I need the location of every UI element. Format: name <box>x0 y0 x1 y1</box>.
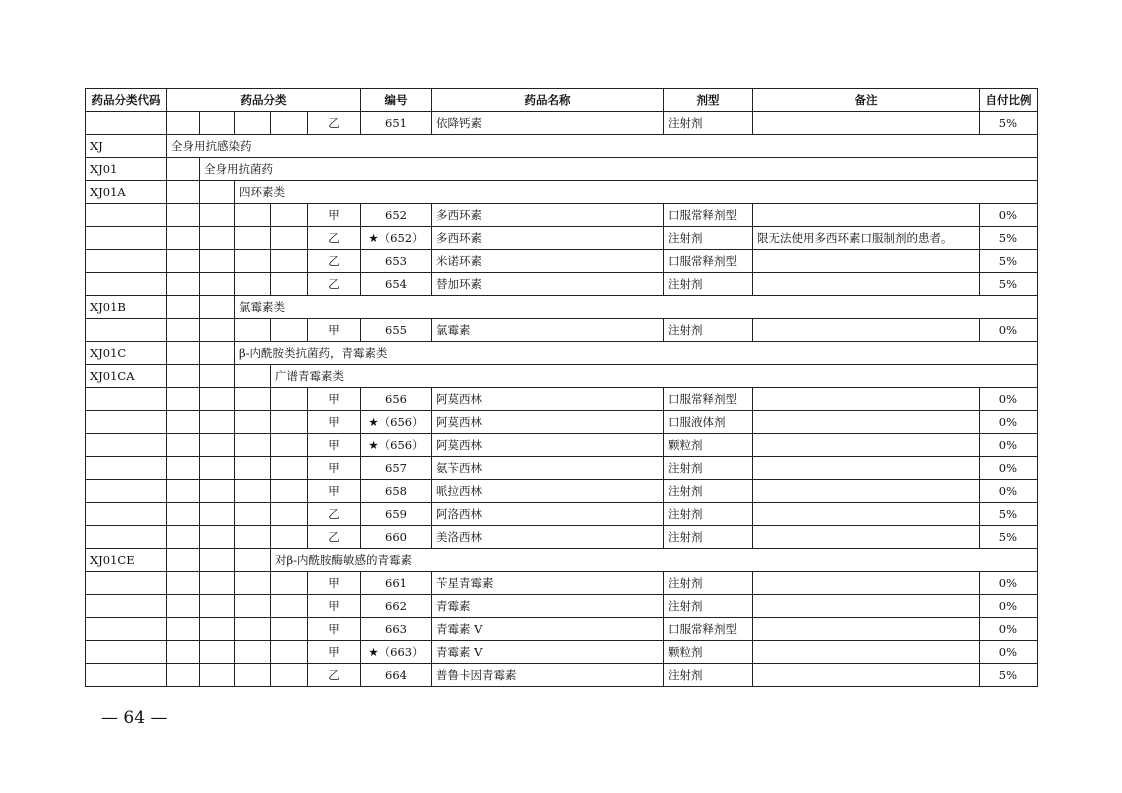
header-copay-ratio: 自付比例 <box>980 89 1038 112</box>
indent-cell <box>271 411 308 434</box>
indent-cell <box>235 204 271 227</box>
dosage-form-cell: 口服液体剂 <box>664 411 753 434</box>
drug-level-cell: 乙 <box>308 273 361 296</box>
drug-level-cell: 甲 <box>308 204 361 227</box>
category-code-cell <box>86 457 167 480</box>
indent-cell <box>167 227 200 250</box>
indent-cell <box>167 411 200 434</box>
dosage-form-cell: 注射剂 <box>664 572 753 595</box>
indent-cell <box>271 227 308 250</box>
copay-ratio-cell: 0% <box>980 572 1038 595</box>
remarks-cell <box>753 526 980 549</box>
dosage-form-cell: 颗粒剂 <box>664 434 753 457</box>
indent-cell <box>167 664 200 687</box>
indent-cell <box>167 365 200 388</box>
header-category-code: 药品分类代码 <box>86 89 167 112</box>
indent-cell <box>200 457 235 480</box>
indent-cell <box>271 457 308 480</box>
dosage-form-cell: 口服常释剂型 <box>664 250 753 273</box>
indent-cell <box>235 250 271 273</box>
category-code-cell <box>86 319 167 342</box>
copay-ratio-cell: 0% <box>980 641 1038 664</box>
category-label-cell: 氯霉素类 <box>235 296 1038 319</box>
drug-number-cell: ★（663） <box>361 641 432 664</box>
header-number: 编号 <box>361 89 432 112</box>
indent-cell <box>167 112 200 135</box>
indent-cell <box>235 480 271 503</box>
indent-cell <box>200 342 235 365</box>
remarks-cell <box>753 641 980 664</box>
category-code-cell <box>86 641 167 664</box>
category-code-cell: XJ <box>86 135 167 158</box>
category-code-cell: XJ01C <box>86 342 167 365</box>
drug-name-cell: 多西环素 <box>432 227 664 250</box>
drug-level-cell: 甲 <box>308 434 361 457</box>
indent-cell <box>271 112 308 135</box>
indent-cell <box>167 296 200 319</box>
indent-cell <box>200 641 235 664</box>
copay-ratio-cell: 0% <box>980 411 1038 434</box>
table-row <box>86 618 1038 641</box>
dosage-form-cell: 口服常释剂型 <box>664 388 753 411</box>
table-row <box>86 526 1038 549</box>
drug-name-cell: 阿莫西林 <box>432 411 664 434</box>
indent-cell <box>167 342 200 365</box>
copay-ratio-cell: 0% <box>980 319 1038 342</box>
drug-level-cell: 乙 <box>308 250 361 273</box>
drug-number-cell: ★（652） <box>361 227 432 250</box>
category-code-cell <box>86 112 167 135</box>
drug-level-cell: 乙 <box>308 526 361 549</box>
indent-cell <box>167 526 200 549</box>
drug-name-cell: 阿洛西林 <box>432 503 664 526</box>
indent-cell <box>235 227 271 250</box>
indent-cell <box>200 273 235 296</box>
copay-ratio-cell: 0% <box>980 480 1038 503</box>
remarks-cell <box>753 480 980 503</box>
indent-cell <box>200 388 235 411</box>
copay-ratio-cell: 0% <box>980 388 1038 411</box>
table-body <box>86 112 1038 687</box>
drug-name-cell: 青霉素 V <box>432 641 664 664</box>
category-row <box>86 549 1038 572</box>
indent-cell <box>167 503 200 526</box>
drug-name-cell: 苄星青霉素 <box>432 572 664 595</box>
remarks-cell <box>753 204 980 227</box>
indent-cell <box>200 434 235 457</box>
remarks-cell <box>753 434 980 457</box>
category-code-cell <box>86 480 167 503</box>
drug-level-cell: 乙 <box>308 112 361 135</box>
remarks-cell <box>753 664 980 687</box>
indent-cell <box>235 572 271 595</box>
remarks-cell: 限无法使用多西环素口服制剂的患者。 <box>753 227 980 250</box>
drug-number-cell: 654 <box>361 273 432 296</box>
indent-cell <box>271 664 308 687</box>
indent-cell <box>235 664 271 687</box>
category-code-cell <box>86 503 167 526</box>
header-dosage-form: 剂型 <box>664 89 753 112</box>
dosage-form-cell: 注射剂 <box>664 457 753 480</box>
category-row <box>86 365 1038 388</box>
page-number: — 64 — <box>101 708 168 728</box>
table-row <box>86 595 1038 618</box>
category-row <box>86 158 1038 181</box>
table-row <box>86 480 1038 503</box>
indent-cell <box>235 641 271 664</box>
drug-number-cell: 658 <box>361 480 432 503</box>
category-code-cell <box>86 595 167 618</box>
table-row <box>86 434 1038 457</box>
drug-name-cell: 青霉素 <box>432 595 664 618</box>
table-header-row <box>86 89 1038 112</box>
indent-cell <box>235 434 271 457</box>
remarks-cell <box>753 250 980 273</box>
copay-ratio-cell: 0% <box>980 204 1038 227</box>
category-label-cell: β-内酰胺类抗菌药，青霉素类 <box>235 342 1038 365</box>
table-row <box>86 457 1038 480</box>
category-code-cell <box>86 411 167 434</box>
drug-name-cell: 米诺环素 <box>432 250 664 273</box>
indent-cell <box>271 526 308 549</box>
category-code-cell: XJ01A <box>86 181 167 204</box>
indent-cell <box>200 480 235 503</box>
drug-number-cell: 664 <box>361 664 432 687</box>
copay-ratio-cell: 0% <box>980 595 1038 618</box>
remarks-cell <box>753 572 980 595</box>
drug-name-cell: 美洛西林 <box>432 526 664 549</box>
category-code-cell <box>86 388 167 411</box>
indent-cell <box>235 549 271 572</box>
drug-level-cell: 甲 <box>308 411 361 434</box>
indent-cell <box>271 273 308 296</box>
indent-cell <box>235 618 271 641</box>
indent-cell <box>235 411 271 434</box>
drug-level-cell: 甲 <box>308 319 361 342</box>
indent-cell <box>271 250 308 273</box>
indent-cell <box>200 503 235 526</box>
table-row <box>86 227 1038 250</box>
category-code-cell: XJ01CA <box>86 365 167 388</box>
copay-ratio-cell: 5% <box>980 503 1038 526</box>
dosage-form-cell: 注射剂 <box>664 595 753 618</box>
indent-cell <box>235 457 271 480</box>
dosage-form-cell: 口服常释剂型 <box>664 204 753 227</box>
category-code-cell <box>86 434 167 457</box>
indent-cell <box>200 572 235 595</box>
table-row <box>86 273 1038 296</box>
indent-cell <box>200 411 235 434</box>
dosage-form-cell: 口服常释剂型 <box>664 618 753 641</box>
table-row <box>86 112 1038 135</box>
remarks-cell <box>753 595 980 618</box>
category-label-cell: 广谱青霉素类 <box>271 365 1038 388</box>
indent-cell <box>200 664 235 687</box>
drug-number-cell: 653 <box>361 250 432 273</box>
category-code-cell <box>86 664 167 687</box>
copay-ratio-cell: 5% <box>980 526 1038 549</box>
drug-number-cell: 661 <box>361 572 432 595</box>
copay-ratio-cell: 5% <box>980 112 1038 135</box>
copay-ratio-cell: 0% <box>980 457 1038 480</box>
indent-cell <box>271 204 308 227</box>
category-code-cell <box>86 227 167 250</box>
dosage-form-cell: 注射剂 <box>664 112 753 135</box>
indent-cell <box>271 434 308 457</box>
category-code-cell <box>86 250 167 273</box>
indent-cell <box>235 388 271 411</box>
indent-cell <box>271 319 308 342</box>
indent-cell <box>235 112 271 135</box>
indent-cell <box>200 112 235 135</box>
indent-cell <box>271 480 308 503</box>
indent-cell <box>167 181 200 204</box>
drug-name-cell: 阿莫西林 <box>432 388 664 411</box>
drug-level-cell: 甲 <box>308 641 361 664</box>
indent-cell <box>271 388 308 411</box>
table-row <box>86 204 1038 227</box>
remarks-cell <box>753 457 980 480</box>
indent-cell <box>167 204 200 227</box>
remarks-cell <box>753 273 980 296</box>
indent-cell <box>200 549 235 572</box>
drug-level-cell: 甲 <box>308 388 361 411</box>
drug-level-cell: 甲 <box>308 572 361 595</box>
copay-ratio-cell: 5% <box>980 227 1038 250</box>
copay-ratio-cell: 5% <box>980 273 1038 296</box>
remarks-cell <box>753 388 980 411</box>
indent-cell <box>271 618 308 641</box>
category-code-cell: XJ01CE <box>86 549 167 572</box>
header-category: 药品分类 <box>167 89 361 112</box>
dosage-form-cell: 注射剂 <box>664 273 753 296</box>
indent-cell <box>167 158 200 181</box>
drug-catalog-table <box>85 88 1038 687</box>
category-code-cell: XJ01B <box>86 296 167 319</box>
category-row <box>86 135 1038 158</box>
drug-number-cell: ★（656） <box>361 411 432 434</box>
drug-level-cell: 甲 <box>308 595 361 618</box>
category-label-cell: 对β-内酰胺酶敏感的青霉素 <box>271 549 1038 572</box>
table-row <box>86 572 1038 595</box>
category-code-cell <box>86 618 167 641</box>
table-row <box>86 388 1038 411</box>
indent-cell <box>167 434 200 457</box>
indent-cell <box>200 181 235 204</box>
category-label-cell: 全身用抗菌药 <box>200 158 1038 181</box>
drug-name-cell: 哌拉西林 <box>432 480 664 503</box>
category-code-cell <box>86 572 167 595</box>
category-code-cell <box>86 204 167 227</box>
indent-cell <box>167 480 200 503</box>
drug-name-cell: 替加环素 <box>432 273 664 296</box>
indent-cell <box>271 572 308 595</box>
indent-cell <box>235 503 271 526</box>
drug-level-cell: 乙 <box>308 664 361 687</box>
drug-name-cell: 氯霉素 <box>432 319 664 342</box>
table-row <box>86 250 1038 273</box>
indent-cell <box>167 319 200 342</box>
copay-ratio-cell: 0% <box>980 618 1038 641</box>
dosage-form-cell: 注射剂 <box>664 480 753 503</box>
table-row <box>86 641 1038 664</box>
indent-cell <box>200 296 235 319</box>
drug-name-cell: 普鲁卡因青霉素 <box>432 664 664 687</box>
table-row <box>86 664 1038 687</box>
category-row <box>86 181 1038 204</box>
drug-number-cell: 656 <box>361 388 432 411</box>
dosage-form-cell: 颗粒剂 <box>664 641 753 664</box>
category-label-cell: 全身用抗感染药 <box>167 135 1038 158</box>
indent-cell <box>200 618 235 641</box>
indent-cell <box>200 227 235 250</box>
drug-level-cell: 甲 <box>308 480 361 503</box>
drug-number-cell: 657 <box>361 457 432 480</box>
remarks-cell <box>753 411 980 434</box>
drug-number-cell: 662 <box>361 595 432 618</box>
indent-cell <box>167 595 200 618</box>
copay-ratio-cell: 5% <box>980 664 1038 687</box>
indent-cell <box>235 595 271 618</box>
indent-cell <box>200 595 235 618</box>
drug-name-cell: 多西环素 <box>432 204 664 227</box>
table-row <box>86 503 1038 526</box>
table-row <box>86 411 1038 434</box>
indent-cell <box>235 319 271 342</box>
drug-level-cell: 乙 <box>308 227 361 250</box>
drug-number-cell: 652 <box>361 204 432 227</box>
indent-cell <box>200 250 235 273</box>
copay-ratio-cell: 0% <box>980 434 1038 457</box>
indent-cell <box>235 526 271 549</box>
remarks-cell <box>753 319 980 342</box>
indent-cell <box>167 273 200 296</box>
indent-cell <box>235 365 271 388</box>
remarks-cell <box>753 503 980 526</box>
drug-name-cell: 氨苄西林 <box>432 457 664 480</box>
dosage-form-cell: 注射剂 <box>664 526 753 549</box>
indent-cell <box>167 250 200 273</box>
header-drug-name: 药品名称 <box>432 89 664 112</box>
indent-cell <box>235 273 271 296</box>
category-label-cell: 四环素类 <box>235 181 1038 204</box>
indent-cell <box>167 618 200 641</box>
dosage-form-cell: 注射剂 <box>664 503 753 526</box>
indent-cell <box>200 319 235 342</box>
table-row <box>86 319 1038 342</box>
indent-cell <box>271 595 308 618</box>
drug-number-cell: 655 <box>361 319 432 342</box>
indent-cell <box>271 641 308 664</box>
dosage-form-cell: 注射剂 <box>664 319 753 342</box>
remarks-cell <box>753 112 980 135</box>
indent-cell <box>200 526 235 549</box>
indent-cell <box>167 388 200 411</box>
category-code-cell: XJ01 <box>86 158 167 181</box>
drug-name-cell: 依降钙素 <box>432 112 664 135</box>
header-remarks: 备注 <box>753 89 980 112</box>
drug-number-cell: 660 <box>361 526 432 549</box>
indent-cell <box>167 641 200 664</box>
drug-name-cell: 青霉素 V <box>432 618 664 641</box>
category-row <box>86 342 1038 365</box>
indent-cell <box>167 457 200 480</box>
drug-number-cell: 659 <box>361 503 432 526</box>
indent-cell <box>200 365 235 388</box>
dosage-form-cell: 注射剂 <box>664 227 753 250</box>
category-code-cell <box>86 273 167 296</box>
drug-level-cell: 甲 <box>308 457 361 480</box>
drug-number-cell: 651 <box>361 112 432 135</box>
indent-cell <box>167 572 200 595</box>
drug-level-cell: 乙 <box>308 503 361 526</box>
category-code-cell <box>86 526 167 549</box>
category-row <box>86 296 1038 319</box>
copay-ratio-cell: 5% <box>980 250 1038 273</box>
indent-cell <box>167 549 200 572</box>
drug-number-cell: 663 <box>361 618 432 641</box>
drug-number-cell: ★（656） <box>361 434 432 457</box>
drug-name-cell: 阿莫西林 <box>432 434 664 457</box>
dosage-form-cell: 注射剂 <box>664 664 753 687</box>
drug-level-cell: 甲 <box>308 618 361 641</box>
remarks-cell <box>753 618 980 641</box>
indent-cell <box>200 204 235 227</box>
indent-cell <box>271 503 308 526</box>
